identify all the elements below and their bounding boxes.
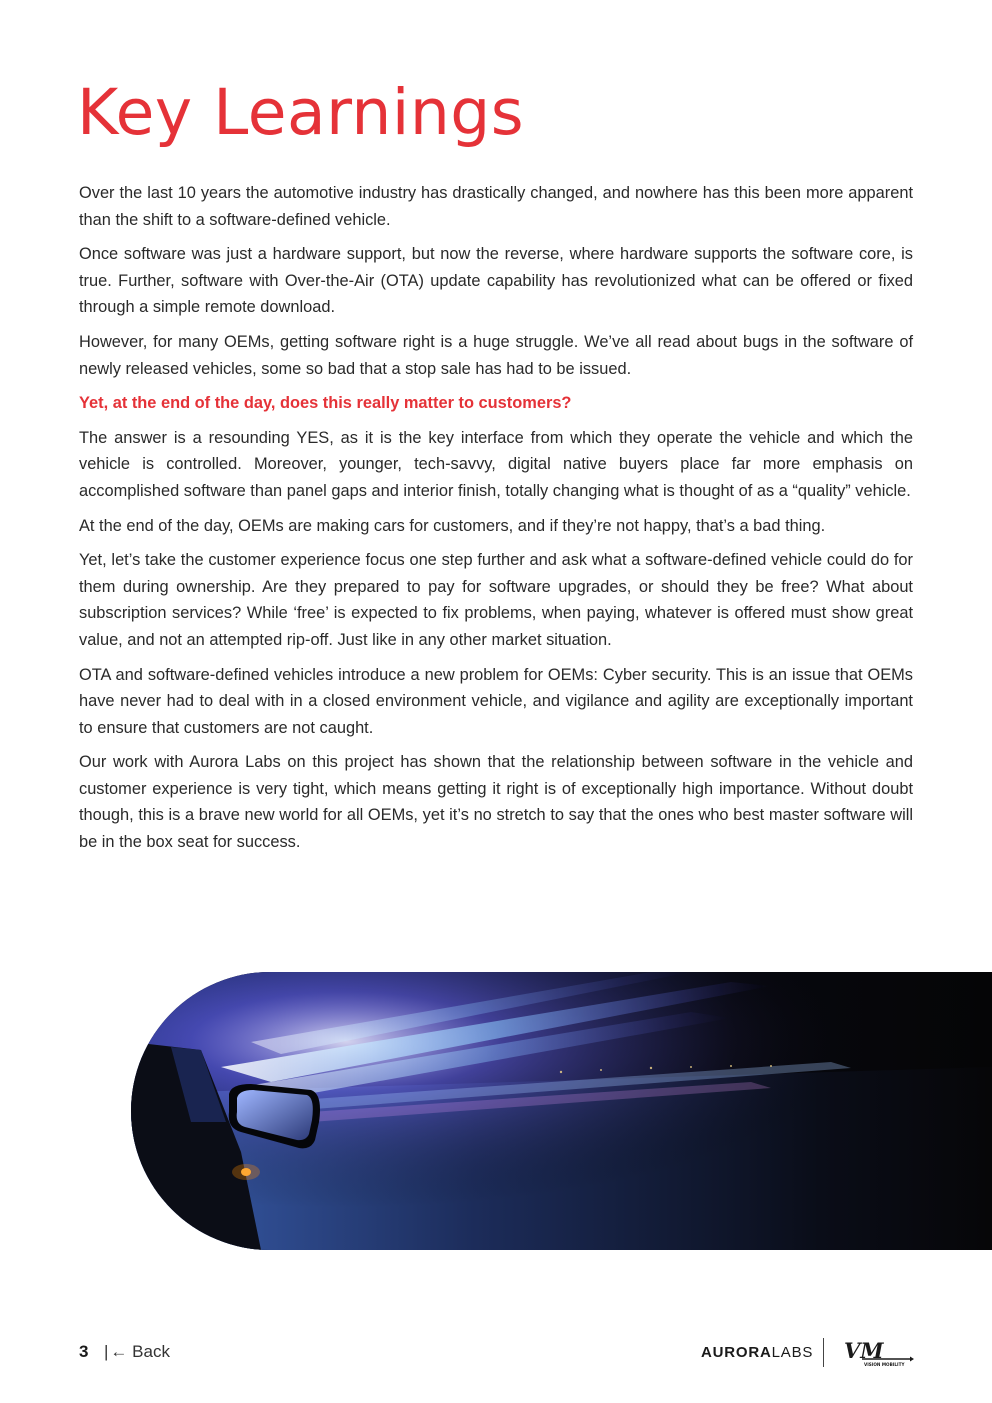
back-label: Back: [132, 1342, 170, 1361]
paragraph-5: The answer is a resounding YES, as it is the key interface from which they operate the vehicle and which the vehicle is controlled. Moreover, younger, tech-savvy, digital native buyers place far more emphasis on accomplished software than panel gaps and interior finish, totally changing what is thought of as a “quality” vehicle.: [79, 428, 913, 500]
body-text: [79, 180, 913, 864]
paragraph-9: Our work with Aurora Labs on this project has shown that the relationship between software in the vehicle and customer experience is very tight, which means getting it right is of exceptionally high importance. Without doubt though, this is a brave new world for all OEMs, yet it’s no stretch to say that the ones who best master software will be in the box seat for success.: [79, 753, 913, 852]
paragraph-6: At the end of the day, OEMs are making cars for customers, and if they’re not happy, that’s a bad thing.: [79, 516, 826, 535]
vm-logo-text: VM: [844, 1338, 884, 1363]
back-link[interactable]: [104, 1342, 170, 1362]
paragraph-2: Once software was just a hardware support, but now the reverse, where hardware supports the software core, is true. Further, software with Over-the-Air (OTA) update capability has revolutionized what can be offered or fixed through a simple remote download.: [79, 245, 913, 317]
paragraph-8: OTA and software-defined vehicles introduce a new problem for OEMs: Cyber security. This is an issue that OEMs have never had to deal with in a closed environment vehicle, and vigilance and agility are exceptionally important to ensure that customers are not caught.: [79, 665, 913, 737]
vm-logo-icon: [842, 1338, 914, 1368]
highlight-question: Yet, at the end of the day, does this really matter to customers?: [79, 394, 572, 413]
paragraph-3: However, for many OEMs, getting software right is a huge struggle. We’ve all read about bugs in the software of newly released vehicles, some so bad that a stop sale has had to be issued.: [79, 332, 913, 378]
hero-photo: [131, 972, 992, 1250]
aurora-labs-logo: AURORALABS: [701, 1344, 814, 1361]
page-title: Key Learnings: [77, 76, 525, 149]
page-number: 3: [79, 1342, 89, 1361]
car-mirror-light-trails-icon: [131, 972, 992, 1250]
vm-logo-subtext: VISION MOBILITY: [864, 1362, 905, 1367]
logo-divider: [823, 1338, 824, 1367]
back-divider: |: [104, 1342, 109, 1361]
back-arrow-icon: ←: [110, 1342, 128, 1361]
paragraph-7: Yet, let’s take the customer experience focus one step further and ask what a software-defined vehicle could do for them during ownership. Are they prepared to pay for software upgrades, or should they be free? What about subscription services? While ‘free’ is expected to fix problems, when paying, whatever is offered must show great value, and not an attempted rip-off. Just like in any other market situation.: [79, 551, 913, 649]
paragraph-1: Over the last 10 years the automotive industry has drastically changed, and nowhere has this been more apparent than the shift to a software-defined vehicle.: [79, 184, 913, 229]
